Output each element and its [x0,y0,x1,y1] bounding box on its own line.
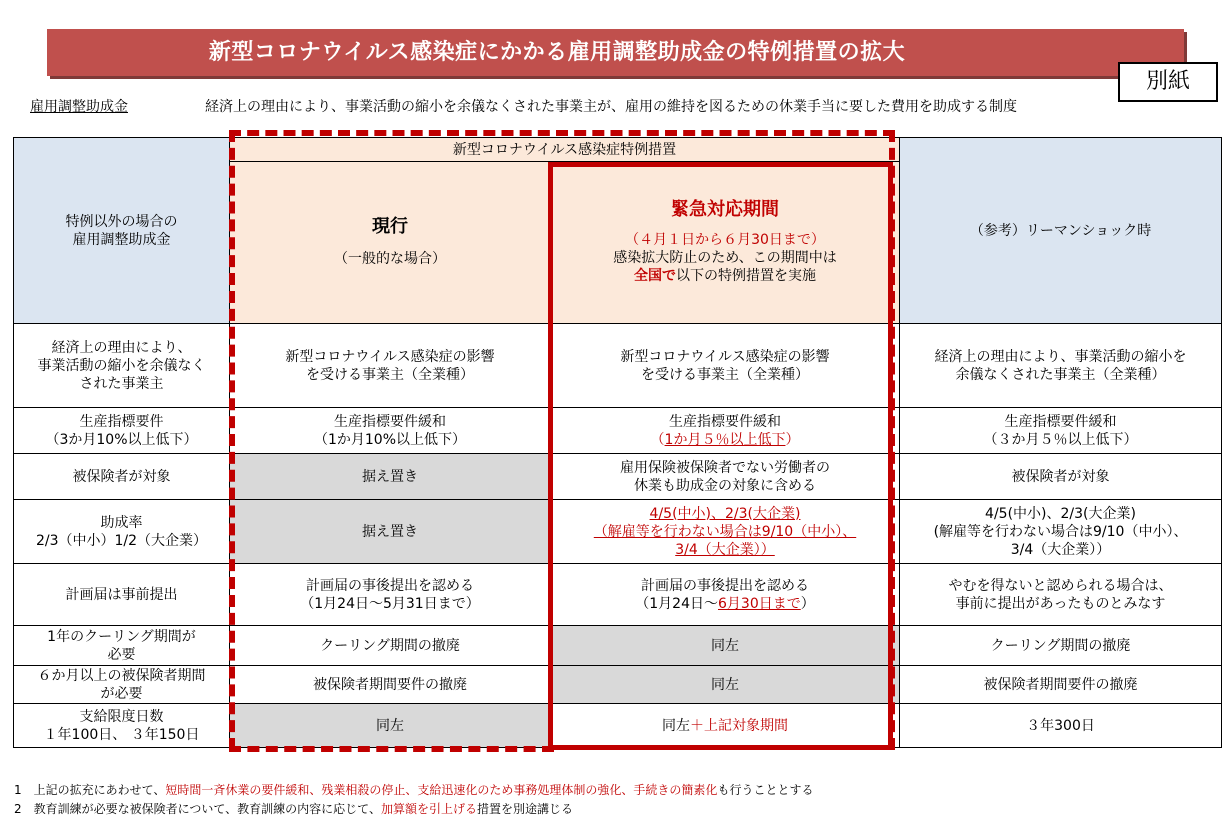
header-emergency: 緊急対応期間 （４月１日から６月30日まで） 感染拡大防止のため、この期間中は 全国で以下の特例措置を実施 [551,162,900,324]
cell-emergency: 同左 [551,666,900,704]
cell-emergency: 生産指標要件緩和 （1か月５％以上低下） [551,408,900,454]
cell-lehman: 経済上の理由により、事業活動の縮小を 余儀なくされた事業主（全業種） [900,324,1222,408]
cell-emergency: 同左 [551,626,900,666]
cell-lehman: 被保険者が対象 [900,454,1222,500]
footnote-1: 1 上記の拡充にあわせて、短時間一斉休業の要件緩和、残業相殺の停止、支給迅速化のため事務処理体制の強化、手続きの簡素化も行うこととする [14,783,814,797]
cell-lehman: 被保険者期間要件の撤廃 [900,666,1222,704]
cell-emergency: 雇用保険被保険者でない労働者の 休業も助成金の対象に含める [551,454,900,500]
special-measures-dashed-bottom [229,746,554,752]
cell-lehman: 4/5(中小)、2/3(大企業) (解雇等を行わない場合は9/10（中小）、 3/4（大企業）） [900,500,1222,564]
cell-normal: 計画届は事前提出 [14,564,230,626]
cell-normal: 経済上の理由により、 事業活動の縮小を余儀なく された事業主 [14,324,230,408]
footnote-2: 2 教育訓練が必要な被保険者について、教育訓練の内容に応じて、加算額を引上げる措置を別途講じる [14,802,573,816]
cell-current: 被保険者期間要件の撤廃 [230,666,551,704]
cell-normal: 生産指標要件 （3か月10%以上低下） [14,408,230,454]
header-covid-special: 新型コロナウイルス感染症特例措置 [230,138,900,162]
cell-lehman: ３年300日 [900,704,1222,748]
cell-lehman: やむを得ないと認められる場合は、 事前に提出があったものとみなす [900,564,1222,626]
page-title: 新型コロナウイルス感染症にかかる雇用調整助成金の特例措置の拡大 [208,40,906,65]
cell-normal: 助成率 2/3（中小）1/2（大企業） [14,500,230,564]
cell-emergency: 計画届の事後提出を認める （1月24日～6月30日まで） [551,564,900,626]
definition-label: 雇用調整助成金 [30,99,128,115]
appendix-label: 別紙 [1118,62,1218,102]
emergency-period-frame [548,162,893,750]
cell-emergency: 新型コロナウイルス感染症の影響 を受ける事業主（全業種） [551,324,900,408]
cell-current: 据え置き [230,454,551,500]
cell-current: 据え置き [230,500,551,564]
cell-current: 同左 [230,704,551,748]
cell-lehman: クーリング期間の撤廃 [900,626,1222,666]
cell-current: 計画届の事後提出を認める （1月24日～5月31日まで） [230,564,551,626]
cell-normal: ６か月以上の被保険者期間 が必要 [14,666,230,704]
cell-emergency: 4/5(中小)、2/3(大企業) （解雇等を行わない場合は9/10（中小）、 3/4（大企業）） [551,500,900,564]
definition-text: 経済上の理由により、事業活動の縮小を余儀なくされた事業主が、雇用の維持を図るための休業手当に要した費用を助成する制度 [205,99,1017,115]
header-lehman: （参考）リーマンショック時 [900,138,1222,324]
cell-normal: 支給限度日数 １年100日、 ３年150日 [14,704,230,748]
cell-emergency: 同左＋上記対象期間 [551,704,900,748]
cell-current: 生産指標要件緩和 （1か月10%以上低下） [230,408,551,454]
cell-normal: 被保険者が対象 [14,454,230,500]
header-current: 現行 （一般的な場合） [230,162,551,324]
header-normal-case: 特例以外の場合の 雇用調整助成金 [14,138,230,324]
cell-current: 新型コロナウイルス感染症の影響 を受ける事業主（全業種） [230,324,551,408]
cell-lehman: 生産指標要件緩和 （３か月５％以上低下） [900,408,1222,454]
cell-current: クーリング期間の撤廃 [230,626,551,666]
title-banner [47,29,1190,94]
cell-normal: 1年のクーリング期間が 必要 [14,626,230,666]
